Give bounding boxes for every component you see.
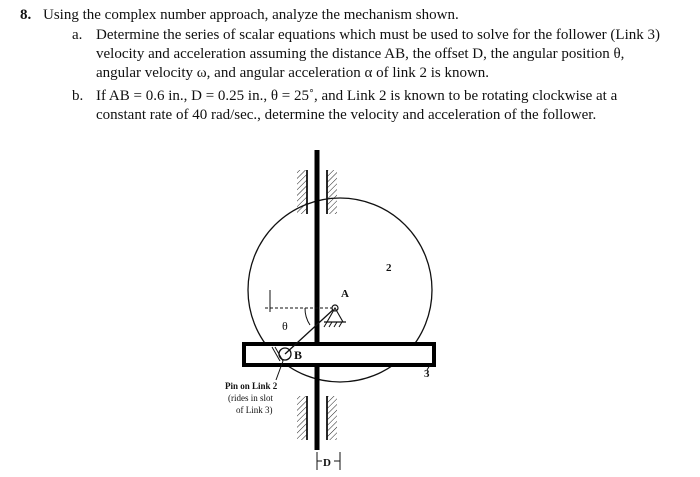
part-b-marker: b. — [72, 88, 84, 104]
part-a-line-3: angular velocity ω, and angular acceleration α of link 2 is known. — [96, 65, 490, 81]
theta-arc — [305, 308, 310, 325]
point-b-label: B — [294, 348, 303, 362]
pin-note-line-3: of Link 3) — [236, 405, 273, 415]
offset-label: D — [323, 457, 331, 469]
pin-note-line-2: (rides in slot — [228, 393, 273, 403]
link-3-label: 3 — [424, 368, 430, 380]
part-b-line-1: If AB = 0.6 in., D = 0.25 in., θ = 25˚, and Link 2 is known to be rotating clockwise at a — [96, 88, 618, 104]
part-a-marker: a. — [72, 27, 83, 43]
part-a-line-1: Determine the series of scalar equations which must be used to solve for the follower (Link 3) — [96, 27, 661, 43]
pin-note-line-1: Pin on Link 2 — [225, 381, 278, 391]
problem-prompt: Using the complex number approach, analyze the mechanism shown. — [43, 7, 459, 23]
link-2-label: 2 — [386, 262, 392, 274]
part-b-line-2: constant rate of 40 rad/sec., determine the velocity and acceleration of the follower. — [96, 107, 597, 123]
part-a-line-2: velocity and acceleration assuming the distance AB, the offset D, the angular position θ, — [96, 46, 625, 62]
problem-number: 8. — [20, 7, 32, 23]
theta-label: θ — [282, 319, 288, 333]
point-a-label: A — [341, 288, 349, 300]
